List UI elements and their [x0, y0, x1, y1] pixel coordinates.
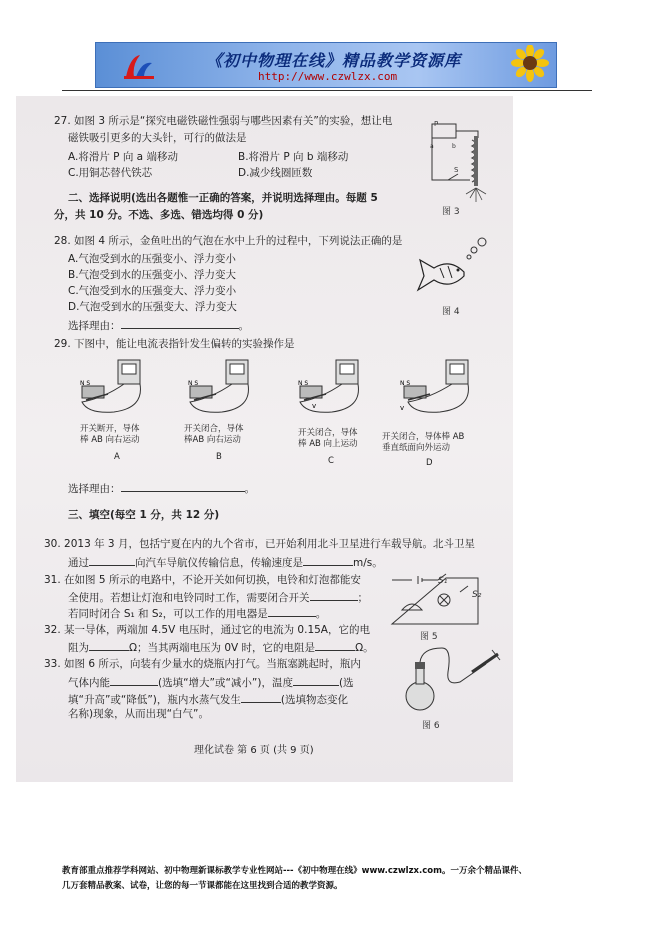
exam-page: [16, 96, 513, 782]
site-footer-line1: 教育部重点推荐学科网站、初中物理新课标教学专业性网站---《初中物理在线》www.czwlzx.com。一万余个精品课件、: [62, 866, 527, 876]
fig3-caption: 图 3: [442, 207, 460, 217]
q33-line4: 名称)现象，从而出现“白气”。: [68, 708, 209, 720]
q28-reason-label: 选择理由：: [68, 320, 121, 332]
q27-stem-line1: 27. 如图 3 所示是“探究电磁铁磁性强弱与哪些因素有关”的实验，想让电: [54, 115, 393, 127]
q31-blank2[interactable]: [268, 606, 316, 617]
site-logo-icon: [122, 51, 156, 81]
q27-stem-line2: 磁铁吸引更多的大头针，可行的做法是: [68, 132, 247, 144]
q32-line1: 32. 某一导体，两端加 4.5V 电压时，通过它的电流为 0.15A，它的电: [44, 624, 370, 636]
svg-text:P: P: [434, 120, 439, 128]
q29-stem: 29. 下图中，能让电流表指针发生偏转的实验操作是: [54, 338, 295, 350]
q33-line2: 气体内能 (选填“增大”或“减小”)，温度 (选: [68, 677, 354, 689]
q29-reason-blank[interactable]: [121, 481, 245, 492]
q28-reason-row: 选择理由： 。: [68, 320, 249, 332]
q32-blank1[interactable]: [89, 640, 129, 651]
q33-line3: 填“升高”或“降低”)，瓶内水蒸气发生 (选填物态变化: [68, 694, 348, 706]
svg-text:v: v: [400, 404, 405, 412]
q29-option-b: 开关闭合，导体 棒AB 向右运动 B: [184, 424, 244, 462]
q29-reason-row: 选择理由： 。: [68, 483, 255, 495]
q29-option-a: 开关断开，导体 棒 AB 向右运动 A: [80, 424, 140, 462]
site-banner: [95, 42, 557, 88]
site-footer-line2: 几万套精品教案、试卷，让您的每一节课都能在这里找到合适的教学资源。: [62, 881, 343, 891]
q27-option-c: C.用铜芯替代铁芯: [68, 167, 153, 179]
q29-reason-label: 选择理由：: [68, 483, 121, 495]
svg-text:N S: N S: [400, 380, 411, 387]
q28-option-d: D.气泡受到水的压强变大、浮力变大: [68, 301, 237, 313]
q30-blank1[interactable]: [89, 555, 135, 566]
q27-option-a: A.将滑片 P 向 a 端移动: [68, 151, 178, 163]
q30-blank2[interactable]: [303, 555, 353, 566]
svg-text:v: v: [312, 402, 317, 410]
q29-figure-b: [182, 358, 268, 420]
electromagnet-figure: [426, 118, 508, 206]
fig4-caption: 图 4: [442, 307, 460, 317]
sunflower-icon: [504, 45, 552, 85]
q29-figure-a: [74, 358, 160, 420]
q29-option-d: 开关闭合，导体棒 AB 垂直纸面向外运动 D: [382, 432, 465, 468]
svg-text:S: S: [454, 166, 459, 174]
q29-figure-d: [394, 358, 486, 420]
q27-option-b: B.将滑片 P 向 b 端移动: [238, 151, 349, 163]
header-rule: [62, 90, 592, 91]
q28-option-b: B.气泡受到水的压强变小、浮力变大: [68, 269, 237, 281]
q28-option-c: C.气泡受到水的压强变大、浮力变小: [68, 285, 237, 297]
q33-blank1[interactable]: [110, 675, 158, 686]
site-title: 《初中物理在线》精品教学资源库: [206, 51, 462, 70]
q32-line2: 阻为 Ω；当其两端电压为 0V 时，它的电阻是 Ω。: [68, 642, 374, 654]
q30-line1: 30. 2013 年 3 月，包括宁夏在内的九个省市，已开始利用北斗卫星进行车载导航。北斗卫星: [44, 538, 475, 550]
site-footer: [62, 864, 602, 894]
q27-option-d: D.减少线圈匝数: [238, 167, 313, 179]
svg-text:N S: N S: [80, 380, 91, 387]
svg-text:b: b: [452, 143, 456, 150]
q28-reason-blank[interactable]: [121, 318, 239, 329]
goldfish-figure: [414, 232, 492, 300]
q33-line1: 33. 如图 6 所示，向装有少量水的烧瓶内打气。当瓶塞跳起时，瓶内: [44, 658, 361, 670]
q30-line2: 通过 向汽车导航仪传输信息，传输速度是 m/s。: [68, 557, 383, 569]
q31-line1: 31. 在如图 5 所示的电路中，不论开关如何切换，电铃和灯泡都能安: [44, 574, 361, 586]
q32-blank2[interactable]: [315, 640, 355, 651]
q31-line3: 若同时闭合 S₁ 和 S₂，可以工作的用电器是 。: [68, 608, 327, 620]
section2-heading-line1: 二、选择说明(选出各题惟一正确的答案，并说明选择理由。每题 5: [68, 192, 378, 204]
q28-stem: 28. 如图 4 所示，金鱼吐出的气泡在水中上升的过程中，下列说法正确的是: [54, 235, 403, 247]
section2-heading-line2: 分，共 10 分。不选、多选、错选均得 0 分): [54, 209, 264, 221]
svg-text:N S: N S: [188, 380, 199, 387]
q31-line2: 全使用。若想让灯泡和电铃同时工作，需要闭合开关 ；: [68, 592, 368, 604]
s2-label: S₂: [472, 590, 482, 600]
q31-blank1[interactable]: [310, 590, 358, 601]
q33-blank3[interactable]: [241, 692, 281, 703]
site-url[interactable]: http://www.czwlzx.com: [258, 70, 398, 83]
svg-text:a: a: [430, 143, 434, 150]
page-number: 理化试卷 第 6 页 (共 9 页): [194, 745, 314, 756]
section3-heading: 三、填空(每空 1 分，共 12 分): [68, 509, 220, 521]
svg-text:N S: N S: [298, 380, 309, 387]
fig6-caption: 图 6: [422, 721, 440, 731]
s1-label: S₁: [438, 576, 448, 586]
q28-option-a: A.气泡受到水的压强变小、浮力变小: [68, 253, 236, 265]
q29-option-c: 开关闭合，导体 棒 AB 向上运动 C: [298, 428, 358, 466]
q29-figure-c: [292, 358, 378, 420]
flask-pump-figure: [402, 642, 502, 716]
fig5-caption: 图 5: [420, 632, 438, 642]
q33-blank2[interactable]: [293, 675, 339, 686]
